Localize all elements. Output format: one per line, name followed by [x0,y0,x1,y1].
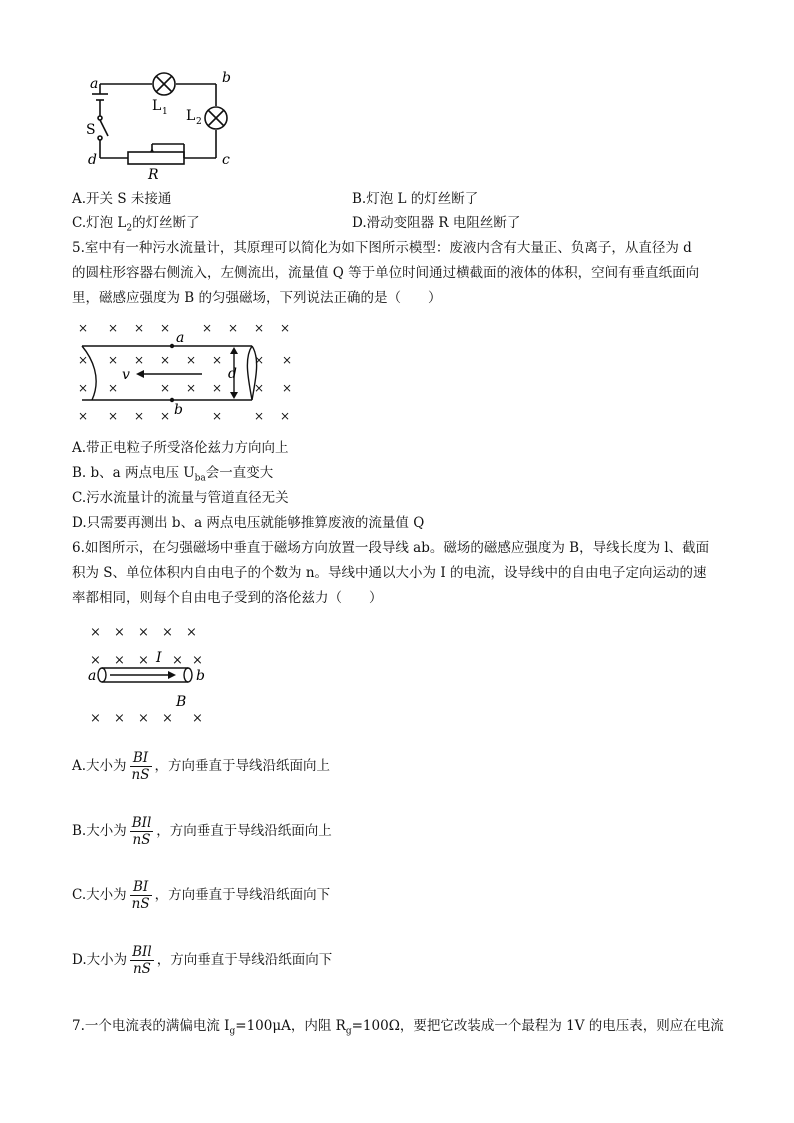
label-l1-sub: 1 [162,107,168,117]
svg-text:×: × [108,381,119,395]
svg-text:×: × [282,381,293,395]
q4-option-c-pre: C.灯泡 L [72,215,127,231]
svg-text:×: × [160,353,171,367]
svg-text:×: × [114,711,125,726]
wire-label-a: a [88,668,97,684]
svg-text:×: × [90,711,101,726]
q6-option-d-post: ，方向垂直于导线沿纸面向下 [156,952,333,968]
svg-text:×: × [162,625,173,640]
q6-option-a-fraction [130,750,152,783]
q6-option-c [72,879,330,912]
svg-text:×: × [114,653,125,668]
svg-text:×: × [138,625,149,640]
q6-option-a [72,750,330,783]
q6-option-c-num: BI [130,879,152,896]
q5-option-b [72,463,273,489]
flow-label-v: v [122,367,130,383]
q6-option-d-fraction [130,944,154,977]
q5-line-1: 5.室中有一种污水流量计，其原理可以简化为如下图所示模型：废液内含有大量正、负离子，从直径为 d [72,240,692,256]
q7-sub-1: g [229,1026,236,1037]
label-c: c [222,152,230,168]
svg-text:×: × [160,321,171,335]
svg-text:×: × [186,625,197,640]
q4-option-c-post: 的灯丝断了 [132,215,200,231]
q6-line-1: 6.如图所示，在匀强磁场中垂直于磁场方向放置一段导线 ab。磁场的磁感应强度为 B，导线长度为 l、截面 [72,540,710,556]
svg-text:×: × [254,321,265,335]
q6-option-b-fraction [130,815,154,848]
q5-option-b-sub: ba [194,473,206,484]
svg-text:×: × [78,321,89,335]
wire-label-b-field: B [176,694,187,710]
svg-text:×: × [172,653,183,668]
q6-option-c-pre: C.大小为 [72,887,127,903]
svg-text:×: × [280,321,291,335]
svg-text:×: × [138,711,149,726]
q6-line-3: 率都相同，则每个自由电子受到的洛伦兹力（ ） [72,590,383,606]
svg-text:×: × [78,353,89,367]
svg-text:×: × [78,381,89,395]
q6-option-c-den: nS [131,896,150,912]
q7-pre: 7.一个电流表的满偏电流 I [72,1018,230,1034]
svg-text:×: × [254,381,265,395]
q5-option-a: A.带正电粒子所受洛伦兹力方向向上 [72,440,289,456]
wire-figure [80,618,220,728]
q7-mid: =100μA，内阻 R [235,1018,346,1034]
q4-option-d: D.滑动变阻器 R 电阻丝断了 [352,215,521,231]
svg-text:×: × [212,353,223,367]
q4-option-c-sub: 2 [126,223,133,234]
q6-option-d-num: BIl [132,944,152,960]
q7-sub-2: g [345,1026,352,1037]
q6-option-b-den: nS [132,832,151,848]
label-l2: L [186,108,196,124]
q6-option-c-post: ，方向垂直于导线沿纸面向下 [154,887,331,903]
svg-text:×: × [90,625,101,640]
svg-text:×: × [280,409,291,423]
svg-text:×: × [108,353,119,367]
q7-line-1 [72,1016,724,1042]
q5-option-b-pre: B. b、a 两点电压 U [72,465,195,481]
q6-option-a-num: BI [130,750,152,767]
magnetic-field-crosses [78,321,292,423]
q5-line-3: 里，磁感应强度为 B 的匀强磁场，下列说法正确的是（ ） [72,290,442,306]
label-l1: L [152,98,162,114]
svg-text:×: × [114,625,125,640]
flow-label-d: d [228,366,237,382]
circuit-figure [80,64,250,184]
label-d: d [88,152,97,168]
q6-option-a-post: ，方向垂直于导线沿纸面向上 [154,758,330,774]
svg-text:×: × [162,711,173,726]
label-a: a [90,76,99,92]
flowmeter-figure [72,318,302,428]
q6-option-b [72,815,332,848]
q6-option-d [72,944,332,977]
q6-option-a-pre: A.大小为 [72,758,127,774]
flow-label-b: b [174,402,183,418]
svg-text:×: × [108,321,119,335]
svg-text:×: × [186,381,197,395]
label-s: S [86,122,96,138]
svg-text:×: × [134,353,145,367]
svg-text:×: × [192,711,203,726]
q7-post: =100Ω，要把它改装成一个最程为 1V 的电压表，则应在电流 [351,1018,724,1034]
svg-text:×: × [202,321,213,335]
q4-option-a: A.开关 S 未接通 [72,191,172,207]
wire-label-b: b [196,668,205,684]
flow-label-a: a [176,330,185,346]
q6-option-b-post: ，方向垂直于导线沿纸面向上 [156,823,332,839]
svg-text:×: × [108,409,119,423]
wire-label-i: I [156,650,162,666]
label-r: R [148,167,159,183]
svg-text:×: × [134,409,145,423]
svg-text:×: × [160,381,171,395]
svg-text:×: × [254,409,265,423]
q5-option-d: D.只需要再测出 b、a 两点电压就能够推算废液的流量值 Q [72,515,425,531]
q5-option-b-post: 会一直变大 [205,465,274,481]
q6-line-2: 积为 S、单位体积内自由电子的个数为 n。导线中通以大小为 I 的电流，设导线中的自由电子定向运动的速 [72,565,707,581]
svg-text:×: × [192,653,203,668]
q6-option-b-pre: B.大小为 [72,823,127,839]
svg-text:×: × [228,321,239,335]
q6-option-d-pre: D.大小为 [72,952,128,968]
q4-option-b: B.灯泡 L 的灯丝断了 [352,191,479,207]
q4-option-c [72,213,200,239]
svg-text:×: × [134,321,145,335]
q5-option-c: C.污水流量计的流量与管道直径无关 [72,490,289,506]
svg-text:×: × [90,653,101,668]
label-l2-sub: 2 [196,117,202,127]
svg-text:×: × [254,353,265,367]
q6-option-c-fraction [130,879,152,912]
q6-option-b-num: BIl [131,815,152,831]
svg-text:×: × [160,409,171,423]
svg-text:×: × [212,409,223,423]
svg-text:×: × [186,353,197,367]
q6-option-a-den: nS [131,767,150,783]
label-b: b [222,70,231,86]
svg-text:×: × [282,353,293,367]
svg-text:×: × [78,409,89,423]
svg-text:×: × [138,653,149,668]
svg-text:×: × [212,381,223,395]
q6-option-d-den: nS [132,961,151,977]
q5-line-2: 的圆柱形容器右侧流入，左侧流出，流量值 Q 等于单位时间通过横截面的液体的体积，空间有垂直纸面向 [72,265,700,281]
